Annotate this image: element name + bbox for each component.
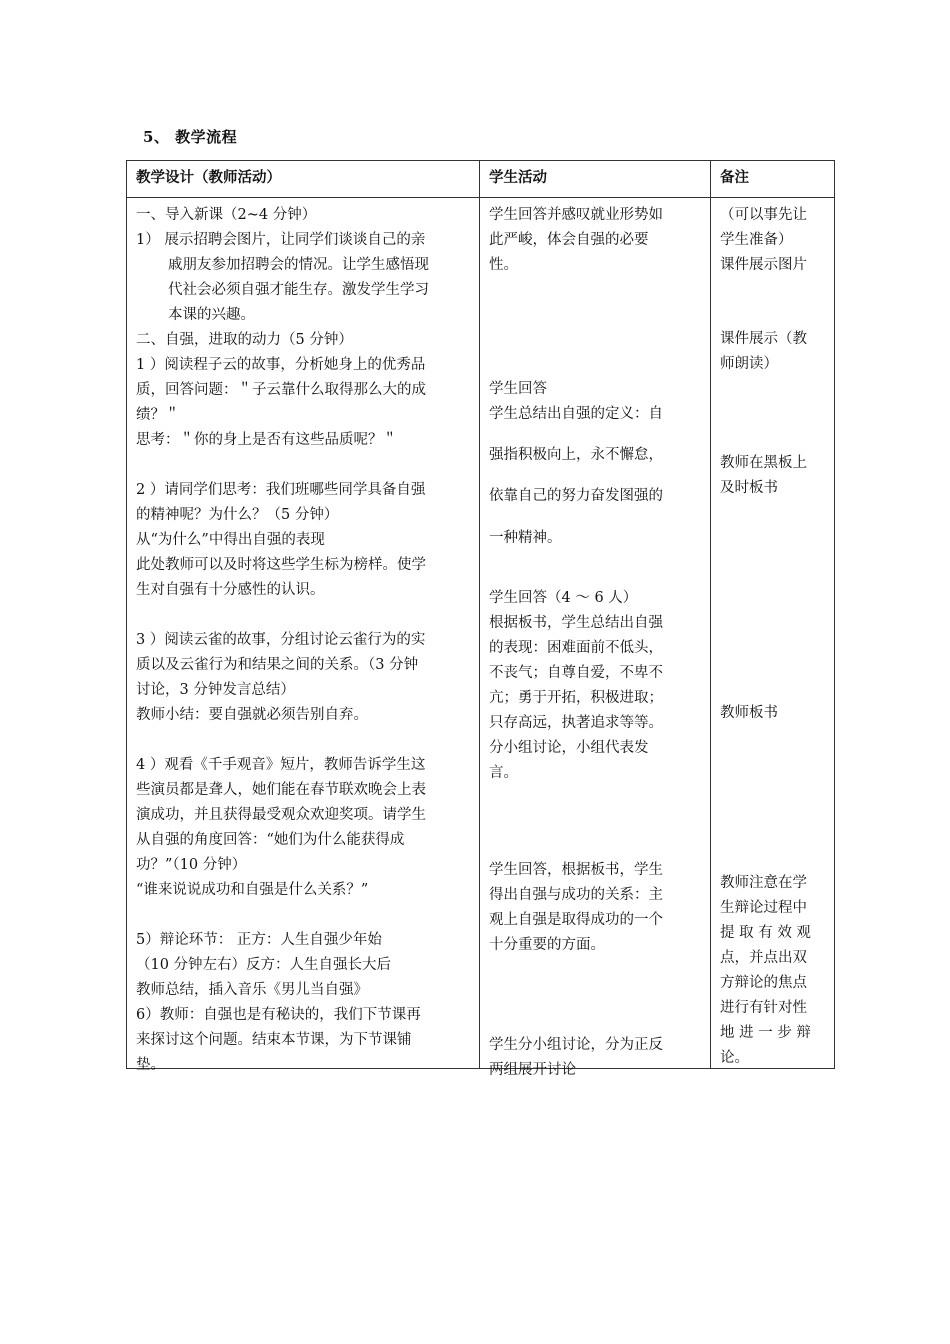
- teacher-line: 1 ）阅读程子云的故事，分析她身上的优秀品: [136, 357, 426, 373]
- student-line: 观上自强是取得成功的一个: [489, 912, 663, 928]
- table-body-row: [127, 198, 835, 1069]
- student-line: 分小组讨论，小组代表发: [489, 740, 649, 756]
- student-line: 学生回答并感叹就业形势如: [489, 207, 663, 223]
- header-notes: 备注: [711, 161, 835, 198]
- notes-line: 教师在黑板上: [720, 455, 807, 471]
- teacher-line: 功？”（10 分钟）: [136, 857, 247, 873]
- table-header-row: [127, 161, 835, 198]
- student-line: 性。: [489, 257, 518, 273]
- teacher-line: 垫。: [136, 1057, 165, 1073]
- notes-cell: [711, 198, 835, 1069]
- student-line: 强指积极向上，永不懈怠，: [489, 447, 663, 463]
- teacher-line: 2 ）请同学们思考：我们班哪些同学具备自强: [136, 482, 426, 498]
- student-line: 言。: [489, 765, 518, 781]
- notes-line: 课件展示（教: [720, 331, 807, 347]
- student-line: 此严峻，体会自强的必要: [489, 232, 649, 248]
- student-line: 只存高远，执著追求等等。: [489, 715, 663, 731]
- teacher-line: 代社会必须自强才能生存。激发学生学习: [168, 282, 429, 298]
- teacher-line: 二、自强，进取的动力（5 分钟）: [136, 332, 353, 348]
- teacher-line: 3 ）阅读云雀的故事，分组讨论云雀行为的实: [136, 632, 426, 648]
- teacher-line: （10 分钟左右）反方：人生自强长大后: [136, 957, 392, 973]
- teacher-line: 思考：＂你的身上是否有这些品质呢？＂: [136, 432, 397, 448]
- notes-line: 方辩论的焦点: [720, 975, 807, 991]
- student-line: 学生回答，根据板书，学生: [489, 862, 663, 878]
- notes-line: 生辩论过程中: [720, 900, 807, 916]
- notes-line: 提 取 有 效 观: [720, 925, 811, 941]
- notes-line: 地 进 一 步 辩: [720, 1025, 811, 1041]
- student-line: 根据板书，学生总结出自强: [489, 615, 663, 631]
- student-line: 十分重要的方面。: [489, 937, 605, 953]
- student-line: 得出自强与成功的关系：主: [489, 887, 663, 903]
- teacher-line: 此处教师可以及时将这些学生标为榜样。使学: [136, 557, 426, 573]
- student-line: 一种精神。: [489, 530, 562, 546]
- notes-line: 教师板书: [720, 705, 778, 721]
- teacher-line: 1） 展示招聘会图片，让同学们谈谈自己的亲: [136, 232, 426, 248]
- student-line: 两组展开讨论: [489, 1062, 576, 1078]
- notes-line: 进行有针对性: [720, 1000, 807, 1016]
- student-line: 学生总结出自强的定义：自: [489, 406, 663, 422]
- teacher-line: 从“为什么”中得出自强的表现: [136, 532, 325, 548]
- notes-line: 点，并点出双: [720, 950, 807, 966]
- teacher-line: 质，回答问题：＂子云靠什么取得那么大的成: [136, 382, 426, 398]
- student-line: 不丧气；自尊自爱，不卑不: [489, 665, 663, 681]
- teaching-flow-table: [126, 160, 835, 1078]
- notes-line: 学生准备）: [720, 232, 793, 248]
- teacher-line: 6）教师：自强也是有秘诀的，我们下节课再: [136, 1007, 421, 1023]
- teacher-line: 4 ）观看《千手观音》短片，教师告诉学生这: [136, 757, 426, 773]
- section-heading: 5、 教学流程: [143, 128, 238, 146]
- student-line: 亢；勇于开拓，积极进取；: [489, 690, 663, 706]
- header-teacher-activity: 教学设计（教师活动）: [127, 161, 480, 198]
- notes-line: 论。: [720, 1050, 749, 1066]
- student-line: 学生回答（4 ～ 6 人）: [489, 590, 638, 606]
- teacher-line: 来探讨这个问题。结束本节课，为下节课铺: [136, 1032, 412, 1048]
- teacher-activity-cell: [127, 198, 480, 1073]
- notes-line: 师朗读）: [720, 356, 778, 372]
- teacher-line: 些演员都是聋人，她们能在春节联欢晚会上表: [136, 782, 426, 798]
- notes-line: 教师注意在学: [720, 875, 807, 891]
- student-line: 依靠自己的努力奋发图强的: [489, 488, 663, 504]
- teacher-line: 讨论，3 分钟发言总结）: [136, 682, 295, 698]
- student-line: 的表现：困难面前不低头，: [489, 640, 663, 656]
- teacher-line: 从自强的角度回答：“她们为什么能获得成: [136, 832, 405, 848]
- teacher-line: 戚朋友参加招聘会的情况。让学生感悟现: [168, 257, 429, 273]
- student-activity-cell: [480, 198, 711, 1078]
- teacher-line: 教师总结，插入音乐《男儿当自强》: [136, 982, 368, 998]
- teacher-line: 一、导入新课（2~4 分钟）: [136, 207, 317, 223]
- teacher-line: 绩？＂: [136, 407, 180, 423]
- student-line: 学生分小组讨论，分为正反: [489, 1037, 663, 1053]
- notes-line: （可以事先让: [720, 207, 807, 223]
- notes-line: 课件展示图片: [720, 257, 807, 273]
- header-student-activity: 学生活动: [480, 161, 711, 198]
- teacher-line: “谁来说说成功和自强是什么关系？”: [136, 882, 369, 898]
- student-line: 学生回答: [489, 381, 547, 397]
- teacher-line: 的精神呢？为什么？（5 分钟）: [136, 507, 339, 523]
- teacher-line: 质以及云雀行为和结果之间的关系。（3 分钟: [136, 657, 419, 673]
- notes-line: 及时板书: [720, 480, 778, 496]
- teacher-line: 演成功，并且获得最受观众欢迎奖项。请学生: [136, 807, 426, 823]
- teacher-line: 教师小结：要自强就必须告别自弃。: [136, 707, 368, 723]
- teacher-line: 5）辩论环节： 正方：人生自强少年始: [136, 932, 382, 948]
- teacher-line: 生对自强有十分感性的认识。: [136, 582, 325, 598]
- teacher-line: 本课的兴趣。: [168, 307, 255, 323]
